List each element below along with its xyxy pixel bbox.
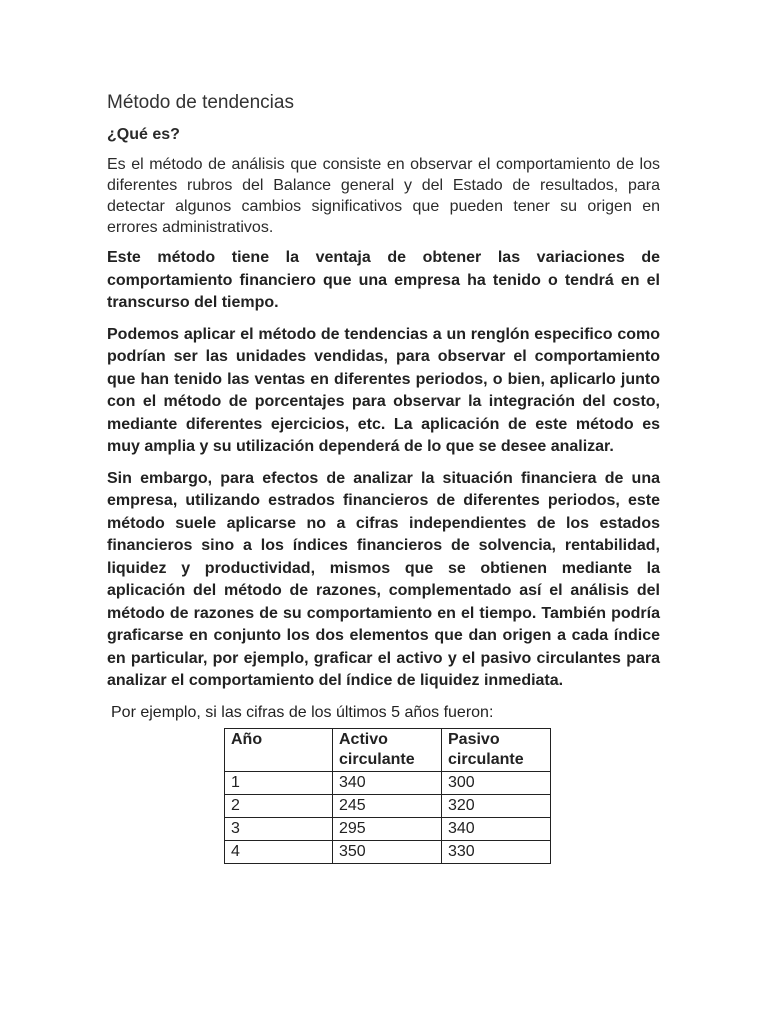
table-row xyxy=(225,817,551,840)
cell-current-liabilities: 320 xyxy=(442,794,551,817)
data-table xyxy=(224,728,551,864)
header-current-assets: Activo circulante xyxy=(333,728,442,771)
paragraph-definition: Es el método de análisis que consiste en observar el comportamiento de los diferentes rubros del Balance general y del Estado de resultados, para detectar algunos cambios significativos que pueden tener su origen en errores administrativos. xyxy=(107,156,660,236)
cell-current-assets: 295 xyxy=(333,817,442,840)
table-intro-text: Por ejemplo, si las cifras de los últimos 5 años fueron: xyxy=(111,703,494,721)
table-header-row xyxy=(225,728,551,771)
cell-current-liabilities: 340 xyxy=(442,817,551,840)
table-row xyxy=(225,794,551,817)
header-current-liabilities: Pasivo circulante xyxy=(442,728,551,771)
cell-year: 4 xyxy=(225,840,333,863)
paragraph-financial-analysis: Sin embargo, para efectos de analizar la situación financiera de una empresa, utilizando estrados financieros de diferentes periodos, este método suele aplicarse no a cifras independientes de los estados financieros sino a los índices financieros de solvencia, rentabilidad, liquidez y productividad, mismos que se obtienen mediante la aplicación del método de razones, complementado así el análisis del método de razones de su comportamiento en el tiempo. También podría graficarse en conjunto los dos elementos que dan origen a cada índice en particular, por ejemplo, graficar el activo y el pasivo circulantes para analizar el comportamiento del índice de liquidez inmediata. xyxy=(107,469,660,689)
paragraph-application: Podemos aplicar el método de tendencias a un renglón especifico como podrían ser las unidades vendidas, para observar el comportamiento que han tenido las ventas en diferentes periodos, o bien, aplicarlo junto con el método de porcentajes para observar la integración del costo, mediante diferentes ejercicios, etc. La aplicación de este método es muy amplia y su utilización dependerá de lo que se desee analizar. xyxy=(107,325,660,455)
cell-current-liabilities: 330 xyxy=(442,840,551,863)
cell-current-liabilities: 300 xyxy=(442,771,551,794)
cell-year: 2 xyxy=(225,794,333,817)
page-title: Método de tendencias xyxy=(107,92,294,113)
header-year: Año xyxy=(225,728,333,771)
cell-year: 1 xyxy=(225,771,333,794)
cell-year: 3 xyxy=(225,817,333,840)
cell-current-assets: 245 xyxy=(333,794,442,817)
section-heading: ¿Qué es? xyxy=(107,126,180,143)
paragraph-advantage: Este método tiene la ventaja de obtener las variaciones de comportamiento financiero que una empresa ha tenido o tendrá en el transcurso del tiempo. xyxy=(107,249,660,311)
document-page xyxy=(107,90,660,864)
cell-current-assets: 350 xyxy=(333,840,442,863)
cell-current-assets: 340 xyxy=(333,771,442,794)
table-row xyxy=(225,771,551,794)
table-row xyxy=(225,840,551,863)
